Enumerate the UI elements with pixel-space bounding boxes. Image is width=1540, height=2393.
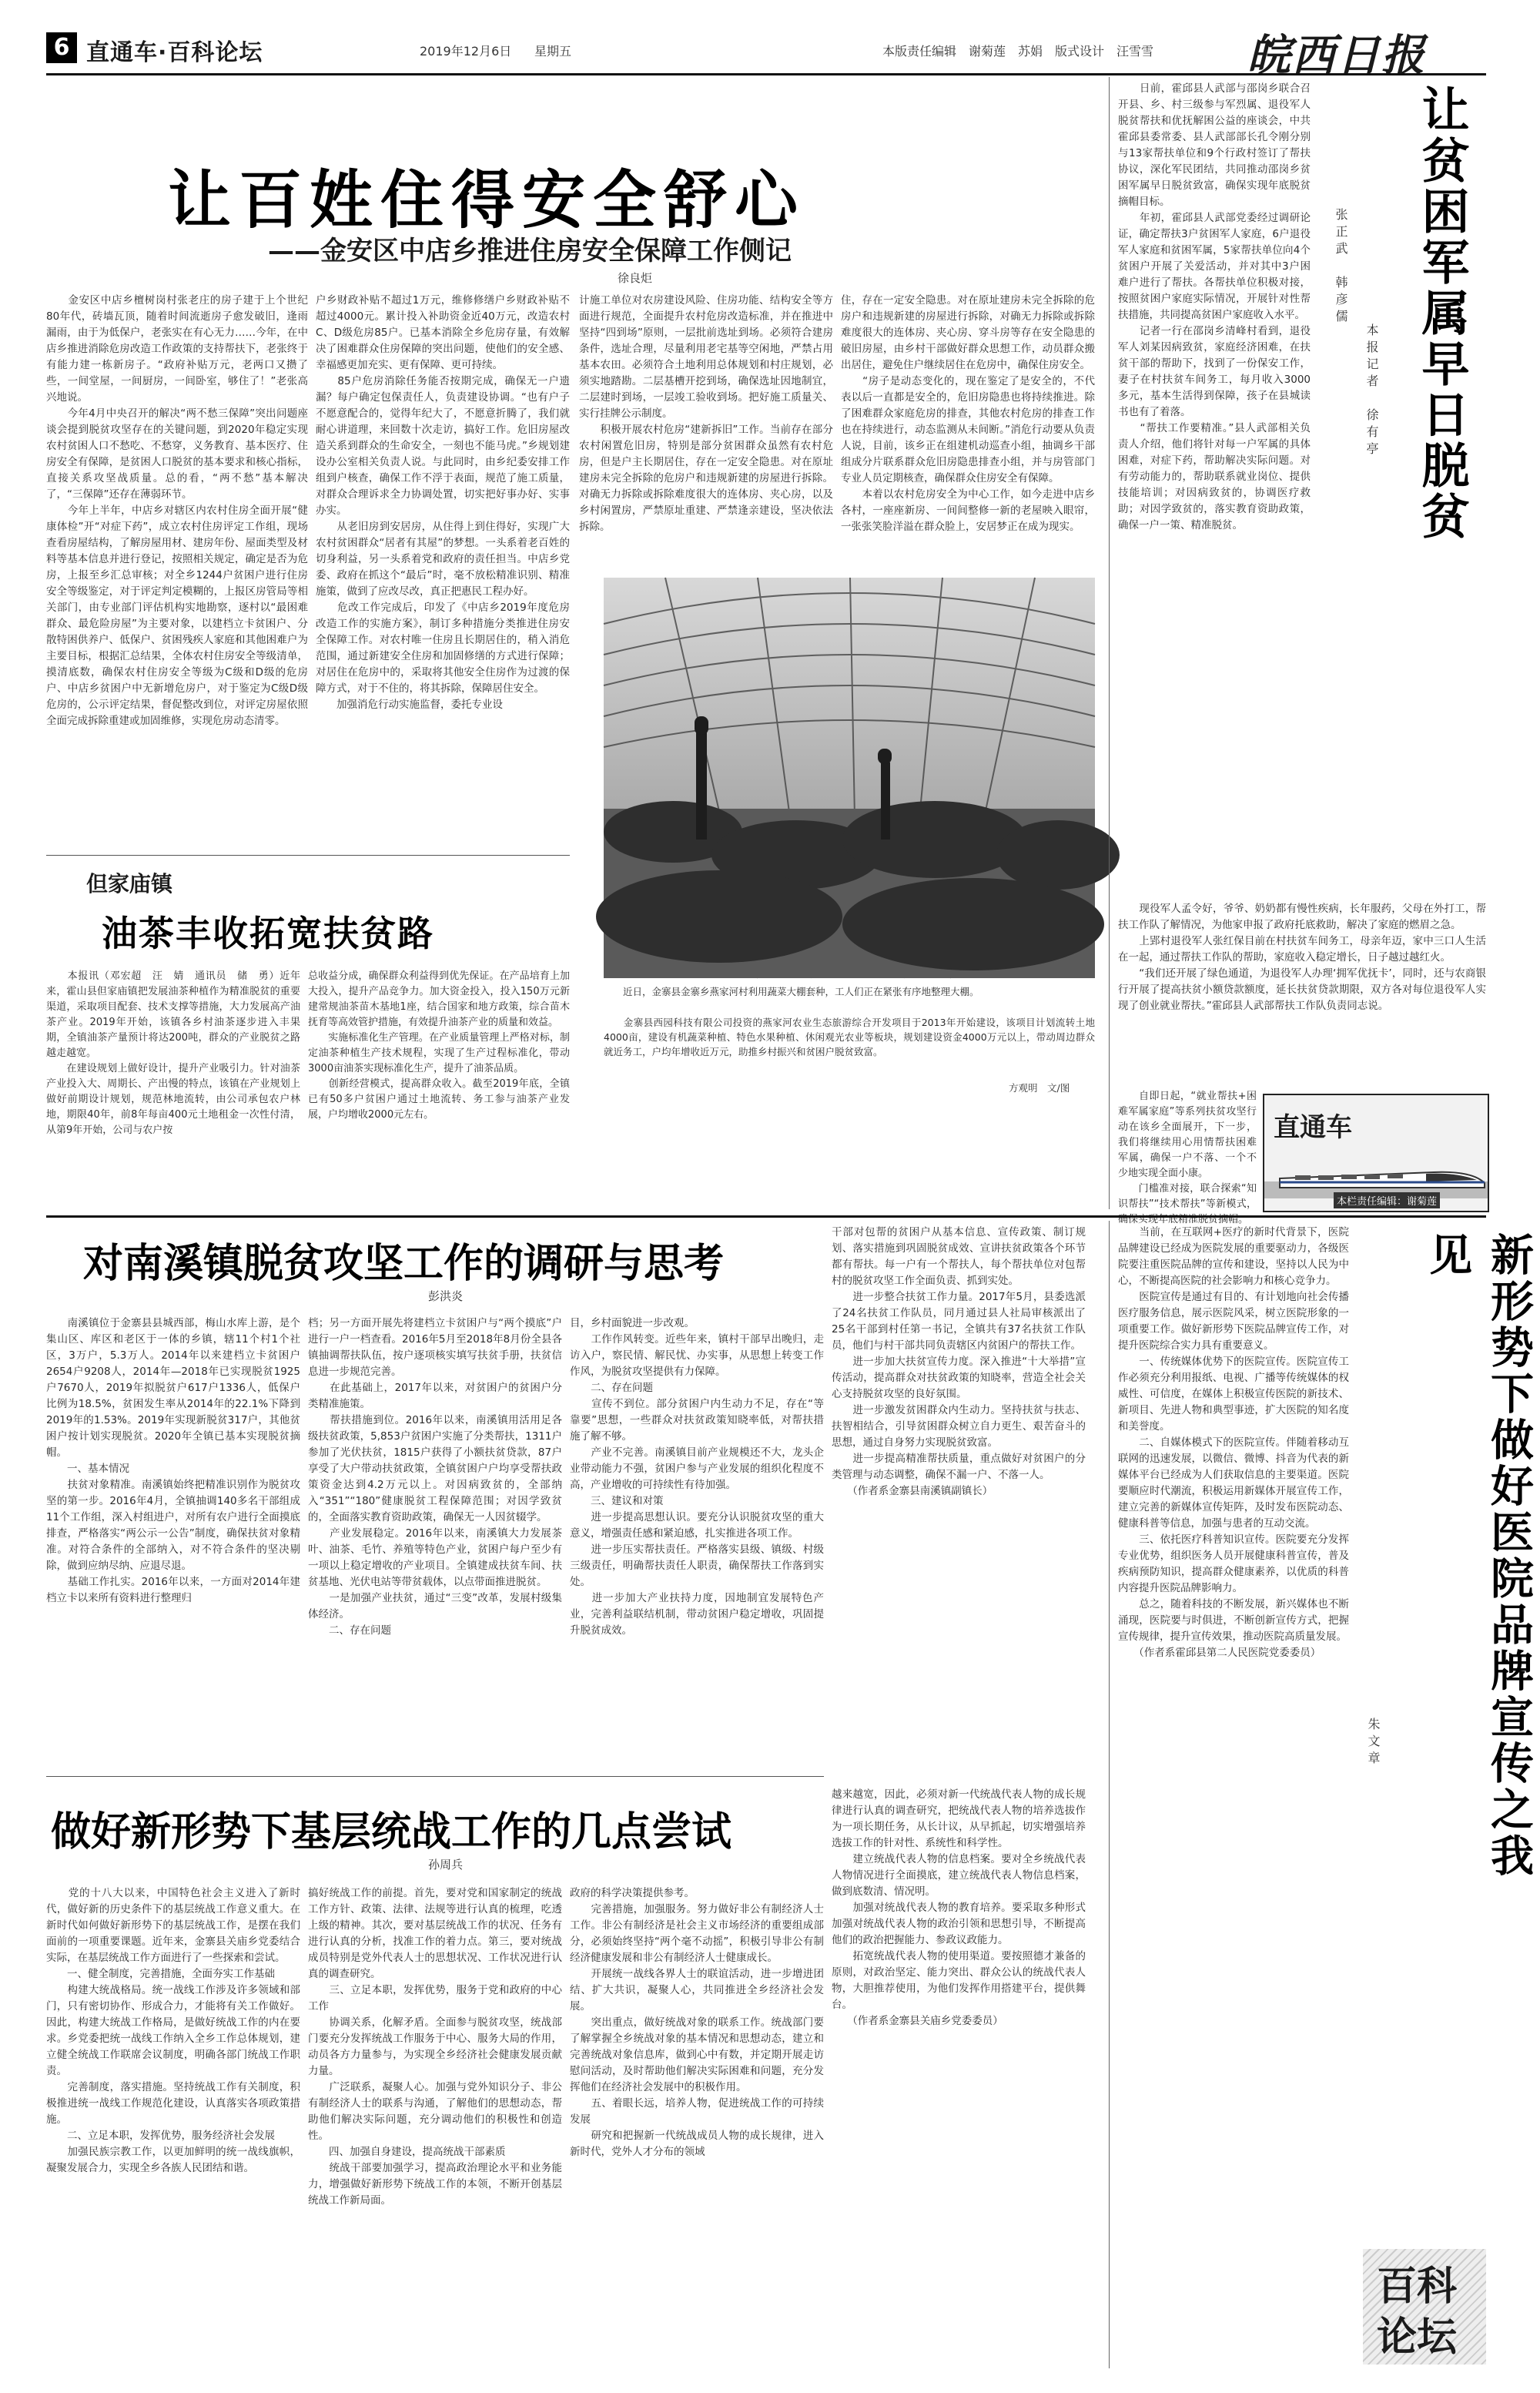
article-title: 对南溪镇脱贫攻坚工作的调研与思考 bbox=[83, 1240, 725, 1287]
article-column: 住，存在一定安全隐患。对在原址建房未完全拆除的危房户和违规新建的房屋进行拆除，对确无力拆除或拆除难度很大的连体房、夹心房、穿斗房等存在安全隐患的破旧房屋，由乡村干部做好群众思想工作，动员群众搬出居住，避免住户继续居住在危房中，确保住房安全。 “房子是动态变化的，现在鉴定了是安全的，不代表以后一直都是安全的，危旧房隐患也将持续推进。除了困难群众家庭危房的排查，其他农村危房的排查工作也在持续进行，动态监测从未间断。”消危行动要从负责人说，目前，该乡正在组建机动巡查小组，抽调乡干部组成分片联系群众危旧房隐患排查小组，并与房管部门专业人员定期核查，确保群众住房安全有保障。 本着以农村危房安全为中心工作，如今走进中店乡各村，一座座新房、一间间整修一新的老屋映入眼帘，一张张笑脸洋溢在群众脸上，安居梦正在成为现实。 bbox=[841, 294, 1095, 533]
article-column: 当前，在互联网+医疗的新时代背景下，医院品牌建设已经成为医院发展的重要驱动力，各级医院要注重医院品牌的宣传和建设，坚持以人民为中心，不断提高医院的社会影响力和核心竞争力。 医院宣传是通过有目的、有计划地向社会传播医疗服务信息，展示医院风采，树立医院形象的一项重要工作。做好新形势下医院品牌宣传工作，对提升医院综合实力具有重要意义。 一、传统媒体优势下的医院宣传。医院宣传工作必须充分利用报纸、电视、广播等传统媒体的权威性、可信度，在媒体上积极宣传医院的新技术、新项目、先进人物和典型事迹，扩大医院的知名度和美誉度。 二、自媒体模式下的医院宣传。伴随着移动互联网的迅速发展，以微信、微博、抖音为代表的新媒体平台已经成为人们获取信息的主要渠道。医院要顺应时代潮流，积极运用新媒体开展宣传工作，建立完善的新媒体宣传矩阵，及时发布医院动态、健康科普等信息，加强与患者的互动交流。 三、依托医疗科普知识宣传。医院要充分发挥专业优势，组织医务人员开展健康科普宣传，普及疾病预防知识，提高群众健康素养，以优质的科普内容提升医院品牌影响力。 总之，随着科技的不断发展，新兴媒体也不断涌现，医院要与时俱进，不断创新宣传方式，把握宣传规律，提升宣传效果，推动医院高质量发展。 （作者系霍邱县第二人民医院党委委员） bbox=[1118, 1226, 1349, 1659]
article-column: 政府的科学决策提供参考。 完善措施，加强服务。努力做好非公有制经济人士工作。非公有制经济是社会主义市场经济的重要组成部分，必须始终坚持“两个毫不动摇”，积极引导非公有制经济健康发展和非公有制经济人士健康成长。 开展统一战线各界人士的联谊活动，进一步增进团结、扩大共识，凝聚人心，共同推进全乡经济社会发展。 突出重点，做好统战对象的联系工作。统战部门要了解掌握全乡统战对象的基本情况和思想动态，建立和完善统战对象信息库，做到心中有数，并定期开展走访慰问活动，及时帮助他们解决实际困难和问题，充分发挥他们在经济社会发展中的积极作用。 五、着眼长远，培养人物，促进统战工作的可持续发展 研究和把握新一代统战成员人物的成长规律，进入新时代，党外人才分布的领域 bbox=[570, 1887, 824, 2158]
article-title: 让百姓住得安全舒心 bbox=[168, 163, 806, 237]
greenhouse-illustration bbox=[604, 578, 1095, 978]
article-column: 党的十八大以来，中国特色社会主义进入了新时代，做好新的历史条件下的基层统战工作意义重大。在新时代如何做好新形势下的基层统战工作，是摆在我们面前的一项重要课题。近年来，金寨县关庙乡党委结合实际，在基层统战工作方面进行了一些探索和尝试。 一、健全制度，完善措施，全面夯实工作基础 构建大统战格局。统一战线工作涉及许多领域和部门，只有密切协作、形成合力，才能将有关工作做好。因此，构建大统战工作格局，是做好统战工作的内在要求。乡党委把统一战线工作纳入全乡工作总体规划，建立健全统战工作联席会议制度，明确各部门统战工作职责。 完善制度，落实措施。坚持统战工作有关制度，积极推进统一战线工作规范化建设，认真落实各项政策措施。 二、立足本职，发挥优势，服务经济社会发展 加强民族宗教工作，以更加鲜明的统一战线旗帜，凝聚发展合力，实现全乡各族人民团结和谐。 bbox=[46, 1887, 300, 2174]
article-column: 越来越宽，因此，必须对新一代统战代表人物的成长规律进行认真的调查研究，把统战代表人物的培养选拔作为一项长期任务，从长计议，从早抓起，切实增强培养选拔工作的针对性、系统性和科学性。 建立统战代表人物的信息档案。要对全乡统战代表人物情况进行全面摸底，建立统战代表人物信息档案，做到底数清、情况明。 加强对统战代表人物的教育培养。要采取多种形式加强对统战代表人物的政治引领和思想引导，不断提高他们的政治把握能力、参政议政能力。 拓宽统战代表人物的使用渠道。要按照德才兼备的原则，对政治坚定、能力突出、群众公认的统战代表人物，大胆推荐使用，为他们发挥作用搭建平台，提供舞台。 （作者系金寨县关庙乡党委委员） bbox=[832, 1788, 1086, 2027]
editors-credit: 本版责任编辑 谢菊莲 苏娟 版式设计 汪雪雪 bbox=[882, 44, 1154, 59]
photo-caption-detail: 金寨县西园科技有限公司投资的燕家河农业生态旅游综合开发项目于2013年开始建设，该项目计划流转土地4000亩，建设有机蔬菜种植、特色水果种植、休闲观光农业等板块，规划建设资金4000万元以上，带动周边群众就近务工，户均年增收近万元，助推乡村振兴和贫困户脱贫致富。 bbox=[604, 1017, 1095, 1057]
column-editor-credit: 本栏责任编辑：谢菊莲 bbox=[1334, 1192, 1440, 1208]
issue-date: 2019年12月6日 bbox=[420, 44, 512, 59]
article-byline: 朱文章 bbox=[1366, 1718, 1381, 1768]
section-name: 直通车·百科论坛 bbox=[86, 39, 263, 66]
article-column: 总收益分成，确保群众利益得到优先保证。在产品培育上加大投入，提升产品竞争力。加大资金投入，投入150万元新建常规油茶苗木基地1座，结合国家和地方政策，综合苗木抚育等高效管护措施，有效提升油茶产业的质量和效益。 实施标准化生产管理。在产业质量管理上严格对标，制定油茶种植生产技术规程，实现了生产过程标准化，带动3000亩油茶实现标准化生产，提升了油茶品质。 创新经营模式，提高群众收入。截至2019年底，全镇已有50多户贫困户通过土地流转、务工参与油茶产业发展，户均增收2000元左右。 bbox=[308, 970, 570, 1121]
article-kicker: 但家庙镇 bbox=[86, 871, 173, 897]
article-column: 计施工单位对农房建设风险、住房功能、结构安全等方面进行规范，全面提升农村危房改造标准，并在推进中坚持“四到场”原则，一层批前选址到场。必须符合建房条件，选址合理，尽量利用老宅基等空闲地，严禁占用基本农田。必须符合土地利用总体规划和村庄规划，必须实地踏勘。二层基槽开挖到场，确保选址因地制宜，二层建时到场，一层竣工验收到场。把好施工质量关、实行挂牌公示制度。 积极开展农村危房“建新拆旧”工作。当前存在部分农村闲置危旧房，特别是部分贫困群众虽然有农村危房，但是户主长期居住，存在一定安全隐患。对在原址建房未完全拆除的危房户和违规新建的房屋进行拆除。对确无力拆除或拆除难度很大的连体房、夹心房，以及乡村闲置房，严禁原址重建、严禁逢亲建设，坚决依法拆除。 bbox=[579, 294, 833, 533]
article-byline: 孙周兵 bbox=[428, 1858, 464, 1872]
article-byline: 张正武 韩彦儒 bbox=[1334, 208, 1348, 327]
zhitongche-label: 直通车 bbox=[1274, 1112, 1352, 1143]
article-column: 现役军人孟令好，爷爷、奶奶都有慢性疾病，长年服药，父母在外打工，帮扶工作队了解情况，为他家申报了政府托底救助，解决了家庭的燃眉之急。 上郢村退役军人张红保目前在村扶贫车间务工，母亲年迈，家中三口人生活在一起，通过帮扶工作队的帮助，家庭收入稳定增长，日子越过越红火。 “我们还开展了绿色通道，为退役军人办理‘拥军优抚卡’，同时，还与农商银行开展了提高扶贫小额贷款额度，延长扶贫贷款期限，双方各对每位退役军人实现了创业就业帮扶。”霍邱县人武部帮扶工作队负责同志说。 bbox=[1118, 903, 1486, 1012]
article-column: 搞好统战工作的前提。首先，要对党和国家制定的统战工作方针、政策、法律、法规等进行认真的梳理，吃透上级的精神。其次，要对基层统战工作的状况、任务有进行认真的分析，找准工作的着力点。第三，要对统战成员特别是党外代表人士的思想状况、工作状况进行认真的调查研究。 三、立足本职，发挥优势，服务于党和政府的中心工作 协调关系，化解矛盾。全面参与脱贫攻坚，统战部门要充分发挥统战工作服务于中心、服务大局的作用，动员各方力量参与，为实现全乡经济社会健康发展贡献力量。 广泛联系，凝聚人心。加强与党外知识分子、非公有制经济人士的联系与沟通，了解他们的思想动态，帮助他们解决实际问题，充分调动他们的积极性和创造性。 四、加强自身建设，提高统战干部素质 统战干部要加强学习，提高政治理论水平和业务能力，增强做好新形势下统战工作的本领，不断开创基层统战工作新局面。 bbox=[308, 1887, 562, 2207]
page-number-badge: 6 bbox=[46, 32, 77, 63]
article-column: 自即日起，“就业帮扶+困难军属家庭”等系列扶贫攻坚行动在该乡全面展开，下一步，我们将继续用心用情帮扶困难军属，确保一户不落、一个不少地实现全面小康。 门槛准对接，联合探索“知识帮扶”“技术帮扶”等新模式，确保实现年底精准脱贫摘帽。 bbox=[1118, 1091, 1257, 1225]
article-column: 目，乡村面貌进一步改观。 工作作风转变。近些年来，镇村干部早出晚归，走访入户，察民情、解民忧、办实事，从思想上转变工作作风，为脱贫攻坚提供有力保障。 二、存在问题 宣传不到位。部分贫困户内生动力不足，存在“等靠要”思想，一些群众对扶贫政策知晓率低，对帮扶措施了解不够。 产业不完善。南溪镇目前产业规模还不大，龙头企业带动能力不强，贫困户参与产业发展的组织化程度不高，产业增收的可持续性有待加强。 三、建议和对策 进一步提高思想认识。要充分认识脱贫攻坚的重大意义，增强责任感和紧迫感，扎实推进各项工作。 进一步压实帮扶责任。严格落实县级、镇级、村级三级责任，明确帮扶责任人职责，确保帮扶工作落到实处。 进一步加大产业扶持力度，因地制宜发展特色产业，完善利益联结机制，带动贫困户稳定增收，巩固提升脱贫成效。 bbox=[570, 1317, 824, 1637]
article-column: 干部对包帮的贫困户从基本信息、宣传政策、制订规划、落实措施到巩固脱贫成效、宣讲扶贫政策各个环节都有帮扶。每一户有一个帮扶人，每个帮扶单位对包帮村的脱贫攻坚工作全面负责、抓到实处。 进一步整合扶贫工作力量。2017年5月，县委选派了24名扶贫工作队员，同月通过县人社局审核派出了25名干部到村任第一书记，全镇共有37名扶贫工作队员，他们与村干部共同负责辖区内贫困户的帮扶工作。 进一步加大扶贫宣传力度。深入推进“十大举措”宣传活动，提高群众对扶贫政策的知晓率，营造全社会关心支持脱贫攻坚的良好氛围。 进一步激发贫困群众内生动力。坚持扶贫与扶志、扶智相结合，引导贫困群众树立自力更生、艰苦奋斗的思想，通过自身努力实现脱贫致富。 进一步提高精准帮扶质量，重点做好对贫困户的分类管理与动态调整，确保不漏一户、不落一人。 （作者系金寨县南溪镇副镇长） bbox=[832, 1226, 1086, 1497]
article-column: 南溪镇位于金寨县县城西部，梅山水库上游，是个集山区、库区和老区于一体的乡镇，辖11个村1个社区，3万户，5.3万人。2014年以来建档立卡贫困户2654户9208人，2014年—2018年已实现脱贫1925户7670人，2019年拟脱贫户617户1336人，低保户比例为18.5%，贫困发生率从2014年的22.1%下降到2019年的1.53%。2019年实现新脱贫317户，其他贫困户按计划实现脱贫。2020年全镇已基本实现脱贫摘帽。 一、基本情况 扶贫对象精准。南溪镇始终把精准识别作为脱贫攻坚的第一步。2016年4月，全镇抽调140多名干部组成11个工作组，深入村组进户，对所有农户进行全面摸底排查，严格落实“两公示一公告”制度，确保扶贫对象精准。对符合条件的全部纳入，对不符合条件的坚决剔除，做到应纳尽纳、应退尽退。 基础工作扎实。2016年以来，一方面对2014年建档立卡以来所有资料进行整理归 bbox=[46, 1317, 300, 1604]
article-title: 让贫困军属早日脱贫 bbox=[1414, 85, 1470, 542]
issue-weekday: 星期五 bbox=[534, 44, 572, 59]
article-byline: 徐良炬 bbox=[618, 271, 653, 285]
train-panel bbox=[1263, 1094, 1489, 1212]
divider bbox=[46, 1776, 824, 1777]
article-column: 档；另一方面开展先将建档立卡贫困户与“两个摸底”户进行一户一档查看。2016年5月至2018年8月份全县各镇抽调帮扶队伍，按户逐项核实填写扶贫手册，扶贫信息进一步规范完善。 在此基础上，2017年以来，对贫困户的贫困户分类精准施策。 帮扶措施到位。2016年以来，南溪镇用活用足各级扶贫政策，5,853户贫困户实施了分类帮扶，1311户参加了光伏扶贫，1815户获得了小额扶贫贷款，87户享受了大户带动扶贫政策，全镇贫困户户均享受帮扶政策资金达到4.2万元以上。对因病致贫的，全部纳入“351”“180”健康脱贫工程保障范围；对因学致贫的，全面落实教育资助政策，确保无一人因贫辍学。 产业发展稳定。2016年以来，南溪镇大力发展茶叶、油茶、毛竹、养殖等特色产业，贫困户每户至少有一项以上稳定增收的产业项目。全镇建成扶贫车间、扶贫基地、光伏电站等带贫载体，以点带面推进脱贫。 一是加强产业扶贫，通过“三变”改革，发展村级集体经济。 二、存在问题 bbox=[308, 1317, 562, 1637]
article-title: 做好新形势下基层统战工作的几点尝试 bbox=[51, 1808, 732, 1855]
masthead-rule bbox=[46, 73, 1486, 75]
article-title: 新形势下做好医院品牌宣传之我见 bbox=[1422, 1232, 1535, 1879]
article-column: 金安区中店乡檀树岗村张老庄的房子建于上个世纪80年代，砖墙瓦顶，随着时间流逝房子愈发破旧，逢雨漏雨，由于为低保户，老张实在有心无力……今年，在中店乡推进消除危房改造工作政策的支持帮扶下，老张终于有能力建一栋新房子。“政府补贴万元，老两口又攒了些，一间堂屋，一间厨房，一间卧室，够住了！”老张高兴地说。 今年4月中央召开的解决“两不愁三保障”突出问题座谈会提到脱贫攻坚存在的关键问题，到2020年稳定实现农村贫困人口不愁吃、不愁穿，义务教育、基本医疗、住房安全有保障，是贫困人口脱贫的基本要求和核心指标，直接关系攻坚战质量。总的看，“两不愁”基本解决了，“三保障”还存在薄弱环节。 今年上半年，中店乡对辖区内农村住房全面开展“健康体检”开“对症下药”，成立农村住房评定工作组，现场查看房屋结构，了解房屋用材、建房年份、屋面类型及材料等基本信息并进行登记，按照相关规定，确定是否为危房，上报至乡汇总审核；对全乡1244户贫困户进行住房安全等级鉴定，对于评定判定模糊的，上报区房管局等相关部门，由专业部门评估机构实地勘察，逐村以“最困难群众、最危险房屋”为主要对象，以建档立卡贫困户、分散特困供养户、低保户、贫困残疾人家庭和其他困难户为主要目标，根据汇总结果，全体农村住房安全等级清单，摸清底数，确保农村住房安全等级为C级和D级的危房户、中店乡贫困户中无新增危房户，对于鉴定为C级D级危房的，公示评定结果，督促整改到位，对评定房屋依照全面完成拆除重建或加固维修，实现危房动态清零。 bbox=[46, 294, 308, 727]
photo-credit: 方观明 文/图 bbox=[1009, 1082, 1070, 1094]
divider bbox=[46, 855, 570, 856]
column-divider bbox=[1109, 1221, 1110, 2368]
article-column: 户乡财政补贴不超过1万元，维修修缮户乡财政补贴不超过4000元。累计投入补助资金近40万元，改造农村C、D级危房85户。已基本消除全乡危房存量，有效解决了困难群众住房保障的突出问题，使他们的安全感、幸福感更加充实、更有保障、更可持续。 85户危房消除任务能否按期完成，确保无一户遗漏？每户确定包保责任人，负责建设协调。“也有户子不愿意配合的，觉得年纪大了，不愿意折腾了，我们就耐心讲道理，来回数十次走访，搞好工作。危旧房屋改造关系到群众的生命安全，一刻也不能马虎。”乡规划建设办公室相关负责人说。与此同时，由乡纪委安排工作组到户核查，确保工作不浮于表面，规范了施工质量，对群众合理诉求全力协调处置，切实把好事办好、实事办实。 从老旧房到安居房，从住得上到住得好，实现广大农村贫困群众“居者有其屋”的梦想。一头系着老百姓的切身利益，另一头系着党和政府的责任担当。中店乡党委、政府在抓这个“最后”时，毫不放松精准识别、精准施策，做到了应改尽改，真正把惠民工程办好。 危改工作完成后，印发了《中店乡2019年度危房改造工作的实施方案》，制订多种措施分类推进住房安全保障工作。对农村唯一住房且长期居住的，稍入消危范围，通过新建安全住房和加固修缮的方式进行保障；对居住在危房中的，采取将其他安全住房作为过渡的保障方式，对于不住的，将其拆除，保障居住安全。 加强消危行动实施监督，委托专业设 bbox=[316, 294, 570, 711]
baike-badge bbox=[1363, 2249, 1486, 2365]
train-icon bbox=[1264, 1134, 1488, 1198]
photo-caption: 近日，金寨县金寨乡燕家河村利用蔬菜大棚套种，工人们正在紧张有序地整理大棚。 bbox=[604, 986, 979, 997]
article-column: 本报讯（邓宏超 汪 婧 通讯员 储 勇）近年来，霍山县但家庙镇把发展油茶种植作为精准脱贫的重要渠道，采取项目配套、技术支撑等措施，大力发展高产油茶产业。2019年开始，该镇各乡村油茶逐步进入丰果期，全镇油茶产量预计将达200吨，群众的产业脱贫之路越走越宽。 在建设规划上做好设计，提升产业吸引力。针对油茶产业投入大、周期长、产出慢的特点，该镇在产业规划上做好前期设计规划，规范林地流转，由公司承包农户林地，期限40年，前8年每亩400元土地租金一次性付清，从第9年开始，公司与农户按 bbox=[46, 970, 300, 1136]
column-divider bbox=[1109, 77, 1110, 1209]
paper-name-logo: 皖西日报 bbox=[1247, 30, 1426, 81]
article-subtitle: ——金安区中店乡推进住房安全保障工作侧记 bbox=[268, 236, 792, 266]
baike-label: 百科 bbox=[1377, 2263, 1458, 2310]
luntan-label: 论坛 bbox=[1377, 2314, 1458, 2361]
section-rule bbox=[46, 1215, 1486, 1218]
article-byline: 彭洪炎 bbox=[428, 1289, 464, 1303]
article-byline: 本报记者 徐有亭 bbox=[1364, 323, 1379, 459]
article-column: 日前，霍邱县人武部与邵岗乡联合召开县、乡、村三级参与军烈属、退役军人脱贫帮扶和优抚解困公益的座谈会，中共霍邱县委常委、县人武部部长孔令刚分别与13家帮扶单位和9个行政村签订了帮扶协议，深化军民团结，共同推动邵岗乡贫困军属早日脱贫致富，确保实现年底脱贫摘帽目标。 年初，霍邱县人武部党委经过调研论证，确定帮扶3户贫困军人家庭，6户退役军人家庭和贫困军属，5家帮扶单位向4个贫困户开展了关爱活动，并对其中3户困难户进行了帮扶。各帮扶单位积极对接，按照贫困户家庭实际情况，开展针对性帮扶措施，共同提高贫困户家庭收入水平。 记者一行在邵岗乡清峰村看到，退役军人刘某因病致贫，家庭经济困难，在扶贫干部的帮助下，找到了一份保安工作，妻子在村扶贫车间务工，每月收入3000多元，基本生活得到保障，孩子在县城读书也有了着落。 “帮扶工作要精准。”县人武部相关负责人介绍，他们将针对每一户军属的具体困难，对症下药，帮助解决实际问题。对有劳动能力的，帮助联系就业岗位、提供技能培训；对因病致贫的，协调医疗救助；对因学致贫的，落实教育资助政策，确保一户一策、精准脱贫。 bbox=[1118, 82, 1311, 531]
article-title: 油茶丰收拓宽扶贫路 bbox=[102, 913, 434, 954]
greenhouse-photo bbox=[604, 578, 1095, 978]
